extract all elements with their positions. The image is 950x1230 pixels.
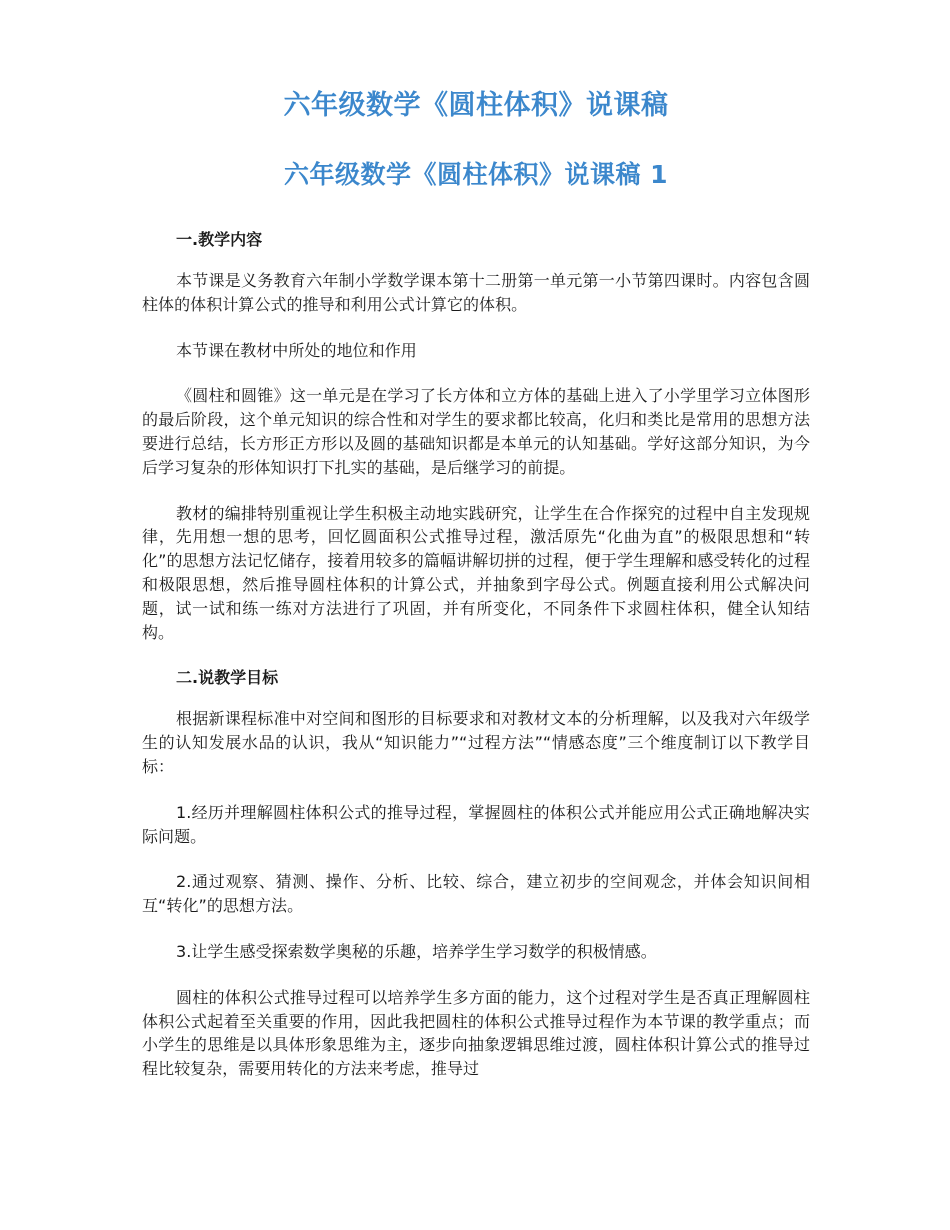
document-subtitle: 六年级数学《圆柱体积》说课稿 1 [283, 160, 669, 189]
section-heading-teaching-content: 一.教学内容 [176, 230, 263, 249]
paragraph: 3.让学生感受探索数学奥秘的乐趣，培养学生学习数学的积极情感。 [176, 941, 657, 961]
section-heading-teaching-goals: 二.说教学目标 [176, 668, 279, 688]
paragraph: 本节课是义务教育六年制小学数学课本第十二册第一单元第一小节第四课时。内容包含圆柱体的体积计算公式的推导和利用公式计算它的体积。 [142, 271, 810, 314]
paragraph: 1.经历并理解圆柱体积公式的推导过程，掌握圆柱的体积公式并能应用公式正确地解决实际问题。 [142, 802, 810, 846]
paragraph: 《圆柱和圆锥》这一单元是在学习了长方体和立方体的基础上进入了小学里学习立体图形的最后阶段，这个单元知识的综合性和对学生的要求都比较高，化归和类比是常用的思想方法要进行总结，长方形正方形以及圆的基础知识都是本单元的认知基础。学好这部分知识，为今后学习复杂的形体知识打下扎实的基础，是后继学习的前提。 [142, 386, 810, 477]
document-page [142, 78, 810, 1081]
document-title: 六年级数学《圆柱体积》说课稿 [283, 90, 669, 121]
paragraph: 圆柱的体积公式推导过程可以培养学生多方面的能力，这个过程对学生是否真正理解圆柱体积公式起着至关重要的作用，因此我把圆柱的体积公式推导过程作为本节课的教学重点；而小学生的思维是以具体形象思维为主，逐步向抽象逻辑思维过渡，圆柱体积计算公式的推导过程比较复杂，需要用转化的方法来考虑，推导过 [142, 987, 810, 1079]
paragraph: 教材的编排特别重视让学生积极主动地实践研究，让学生在合作探究的过程中自主发现规律，先用想一想的思考，回忆圆面积公式推导过程，激活原先“化曲为直”的极限思想和“转化”的思想方法记忆储存，接着用较多的篇幅讲解切拼的过程，便于学生理解和感受转化的过程和极限思想，然后推导圆柱体积的计算公式，并抽象到字母公式。例题直接利用公式解决问题，试一试和练一练对方法进行了巩固，并有所变化，不同条件下求圆柱体积，健全认知结构。 [142, 503, 810, 642]
paragraph: 2.通过观察、猜测、操作、分析、比较、综合，建立初步的空间观念，并体会知识间相互“转化”的思想方法。 [142, 872, 810, 916]
paragraph: 本节课在教材中所处的地位和作用 [176, 340, 417, 360]
paragraph: 根据新课程标准中对空间和图形的目标要求和对教材文本的分析理解，以及我对六年级学生的认知发展水品的认识，我从“知识能力”“过程方法”“情感态度”三个维度制订以下教学目标： [142, 709, 810, 776]
